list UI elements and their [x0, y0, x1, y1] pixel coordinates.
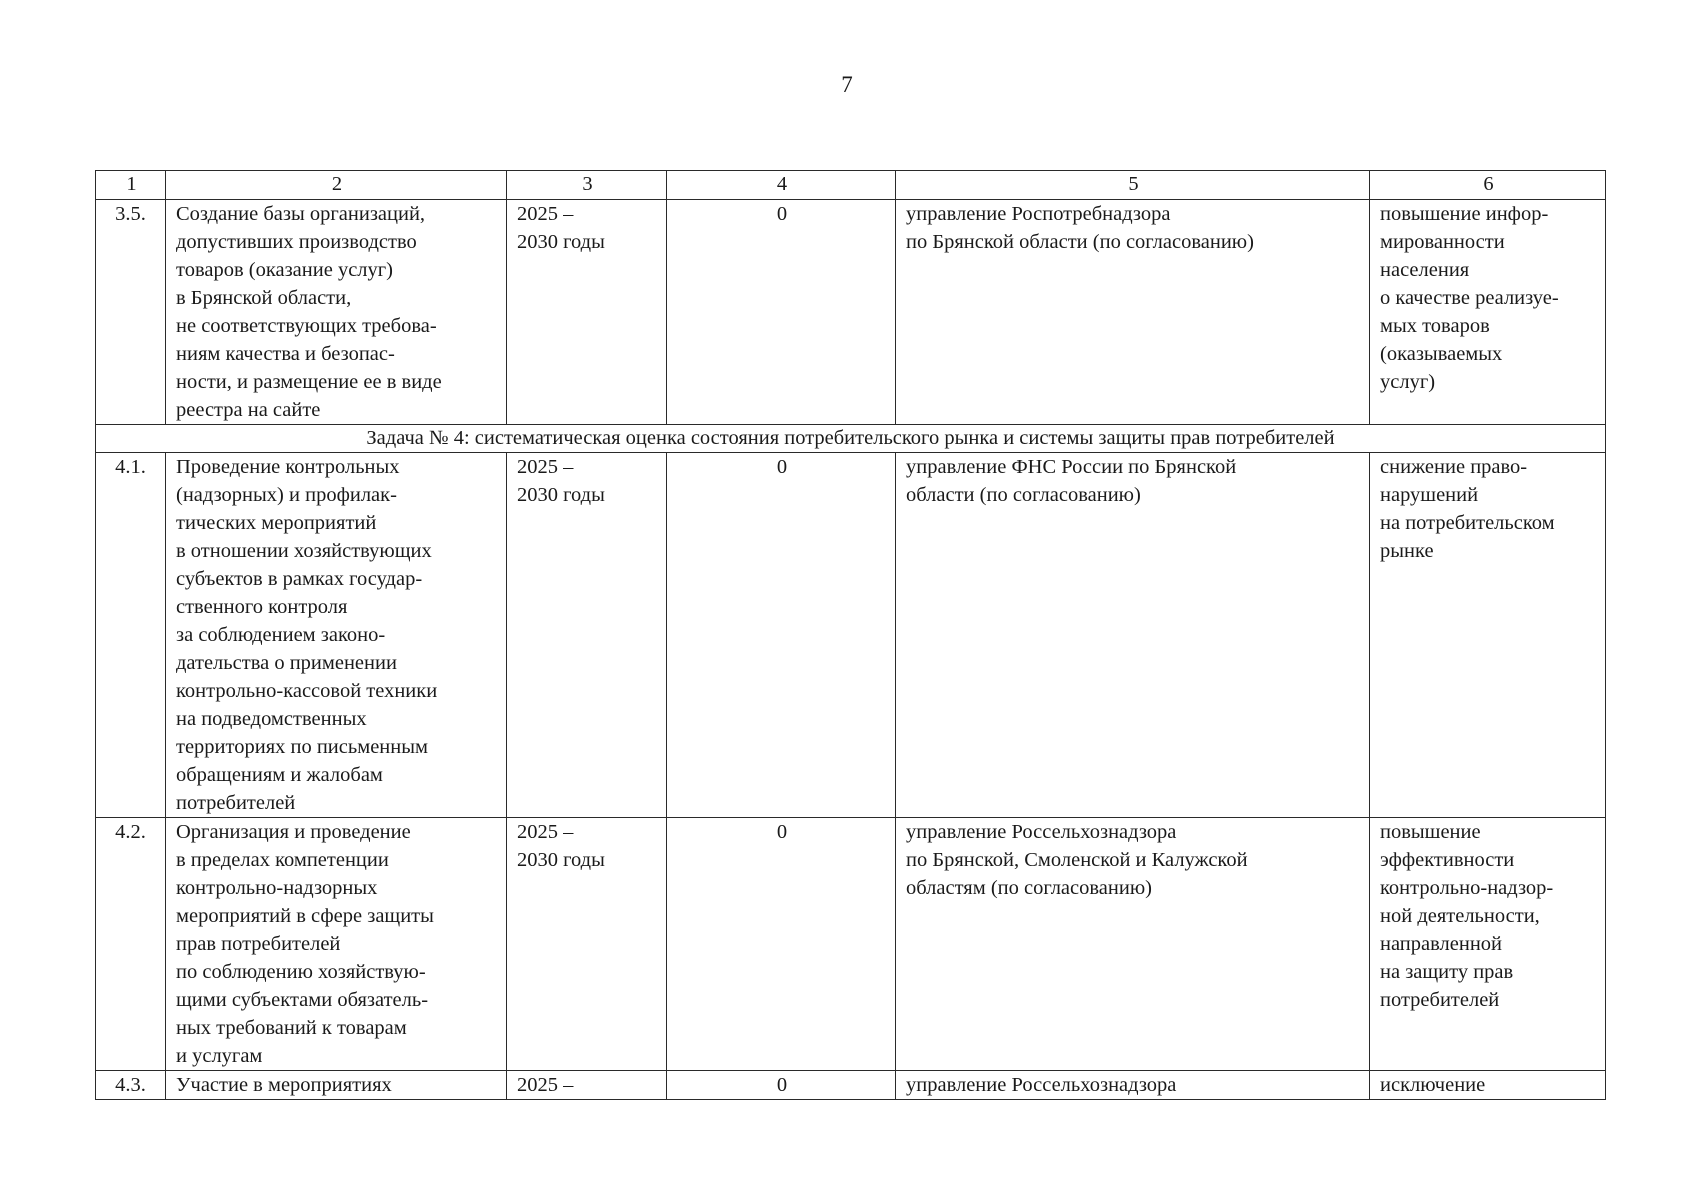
activity-line: мероприятий в сфере защиты [176, 905, 434, 927]
activity-line: ных требований к товарам [176, 1017, 407, 1039]
activity-line: дательства о применении [176, 652, 397, 674]
activity-line: в Брянской области, [176, 287, 352, 309]
table-header-row [96, 171, 1606, 200]
activity-line: Создание базы организаций, [176, 203, 426, 225]
result-line: эффективности [1380, 849, 1515, 871]
amount-cell: 0 [667, 200, 896, 425]
executor-cell [896, 453, 1370, 818]
result-line: (оказываемых [1380, 343, 1503, 365]
result-line: потребителей [1380, 989, 1500, 1011]
amount-cell: 0 [667, 453, 896, 818]
row-number: 4.3. [96, 1071, 166, 1100]
activity-line: Проведение контрольных [176, 456, 400, 478]
row-number: 3.5. [96, 200, 166, 425]
activity-line: в отношении хозяйствующих [176, 540, 432, 562]
result-line: повышение инфор- [1380, 203, 1549, 225]
activity-line: (надзорных) и профилак- [176, 484, 397, 506]
period-line: 2025 – [517, 821, 574, 843]
executor-line: управление Россельхознадзора [906, 1074, 1177, 1096]
activity-line: территориях по письменным [176, 736, 428, 758]
period-cell [507, 200, 667, 425]
result-line: контрольно-надзор- [1380, 877, 1554, 899]
activity-line: субъектов в рамках государ- [176, 568, 423, 590]
result-line: рынке [1380, 540, 1434, 562]
executor-line: управление ФНС России по Брянской [906, 456, 1237, 478]
amount-cell: 0 [667, 1071, 896, 1100]
result-cell [1370, 200, 1606, 425]
period-line: 2030 годы [517, 231, 605, 253]
activity-line: ниям качества и безопас- [176, 343, 395, 365]
result-cell [1370, 818, 1606, 1071]
result-cell [1370, 453, 1606, 818]
period-line: 2025 – [517, 456, 574, 478]
amount-cell: 0 [667, 818, 896, 1071]
executor-cell [896, 818, 1370, 1071]
activity-line: в пределах компетенции [176, 849, 389, 871]
result-line: о качестве реализуе- [1380, 287, 1559, 309]
executor-cell [896, 1071, 1370, 1100]
table-row [96, 818, 1606, 1071]
header-col-2: 2 [166, 171, 507, 200]
period-cell [507, 453, 667, 818]
executor-cell [896, 200, 1370, 425]
executor-line: управление Роспотребнадзора [906, 203, 1171, 225]
activity-line: по соблюдению хозяйствую- [176, 961, 426, 983]
task-heading-row [96, 425, 1606, 453]
result-line: повышение [1380, 821, 1481, 843]
plan-table [95, 170, 1606, 1100]
activity-line: ственного контроля [176, 596, 348, 618]
activity-line: товаров (оказание услуг) [176, 259, 394, 281]
result-cell [1370, 1071, 1606, 1100]
activity-cell [166, 1071, 507, 1100]
activity-cell [166, 453, 507, 818]
page-number: 7 [841, 72, 853, 97]
task-heading: Задача № 4: систематическая оценка состояния потребительского рынка и системы защиты прав потребителей [96, 425, 1606, 453]
period-line: 2025 – [517, 203, 574, 225]
activity-line: на подведомственных [176, 708, 367, 730]
activity-line: контрольно-надзорных [176, 877, 378, 899]
row-number: 4.1. [96, 453, 166, 818]
executor-line: по Брянской, Смоленской и Калужской [906, 849, 1248, 871]
header-col-5: 5 [896, 171, 1370, 200]
activity-line: Участие в мероприятиях [176, 1074, 392, 1096]
activity-line: и услугам [176, 1045, 263, 1067]
row-number: 4.2. [96, 818, 166, 1071]
result-line: мированности [1380, 231, 1505, 253]
result-line: мых товаров [1380, 315, 1490, 337]
executor-line: областям (по согласованию) [906, 877, 1152, 899]
activity-line: допустивших производство [176, 231, 417, 253]
period-line: 2030 годы [517, 849, 605, 871]
result-line: на защиту прав [1380, 961, 1514, 983]
executor-line: по Брянской области (по согласованию) [906, 231, 1254, 253]
executor-line: области (по согласованию) [906, 484, 1141, 506]
result-line: направленной [1380, 933, 1503, 955]
result-line: исключение [1380, 1074, 1486, 1096]
header-col-3: 3 [507, 171, 667, 200]
header-col-6: 6 [1370, 171, 1606, 200]
activity-line: обращениям и жалобам [176, 764, 383, 786]
result-line: снижение право- [1380, 456, 1528, 478]
activity-cell [166, 200, 507, 425]
table-row [96, 1071, 1606, 1100]
table-row [96, 453, 1606, 818]
period-line: 2025 – [517, 1074, 574, 1096]
result-line: населения [1380, 259, 1470, 281]
executor-line: управление Россельхознадзора [906, 821, 1177, 843]
result-line: на потребительском [1380, 512, 1555, 534]
activity-line: прав потребителей [176, 933, 341, 955]
activity-line: Организация и проведение [176, 821, 411, 843]
period-cell [507, 818, 667, 1071]
activity-line: контрольно-кассовой техники [176, 680, 438, 702]
activity-line: потребителей [176, 792, 296, 814]
activity-cell [166, 818, 507, 1071]
result-line: ной деятельности, [1380, 905, 1540, 927]
activity-line: за соблюдением законо- [176, 624, 386, 646]
activity-line: не соответствующих требова- [176, 315, 437, 337]
activity-line: тических мероприятий [176, 512, 377, 534]
result-line: услуг) [1380, 371, 1436, 393]
header-col-1: 1 [96, 171, 166, 200]
activity-line: ности, и размещение ее в виде [176, 371, 442, 393]
header-col-4: 4 [667, 171, 896, 200]
table-row [96, 200, 1606, 425]
period-cell [507, 1071, 667, 1100]
activity-line: реестра на сайте [176, 399, 321, 421]
result-line: нарушений [1380, 484, 1479, 506]
activity-line: щими субъектами обязатель- [176, 989, 429, 1011]
period-line: 2030 годы [517, 484, 605, 506]
